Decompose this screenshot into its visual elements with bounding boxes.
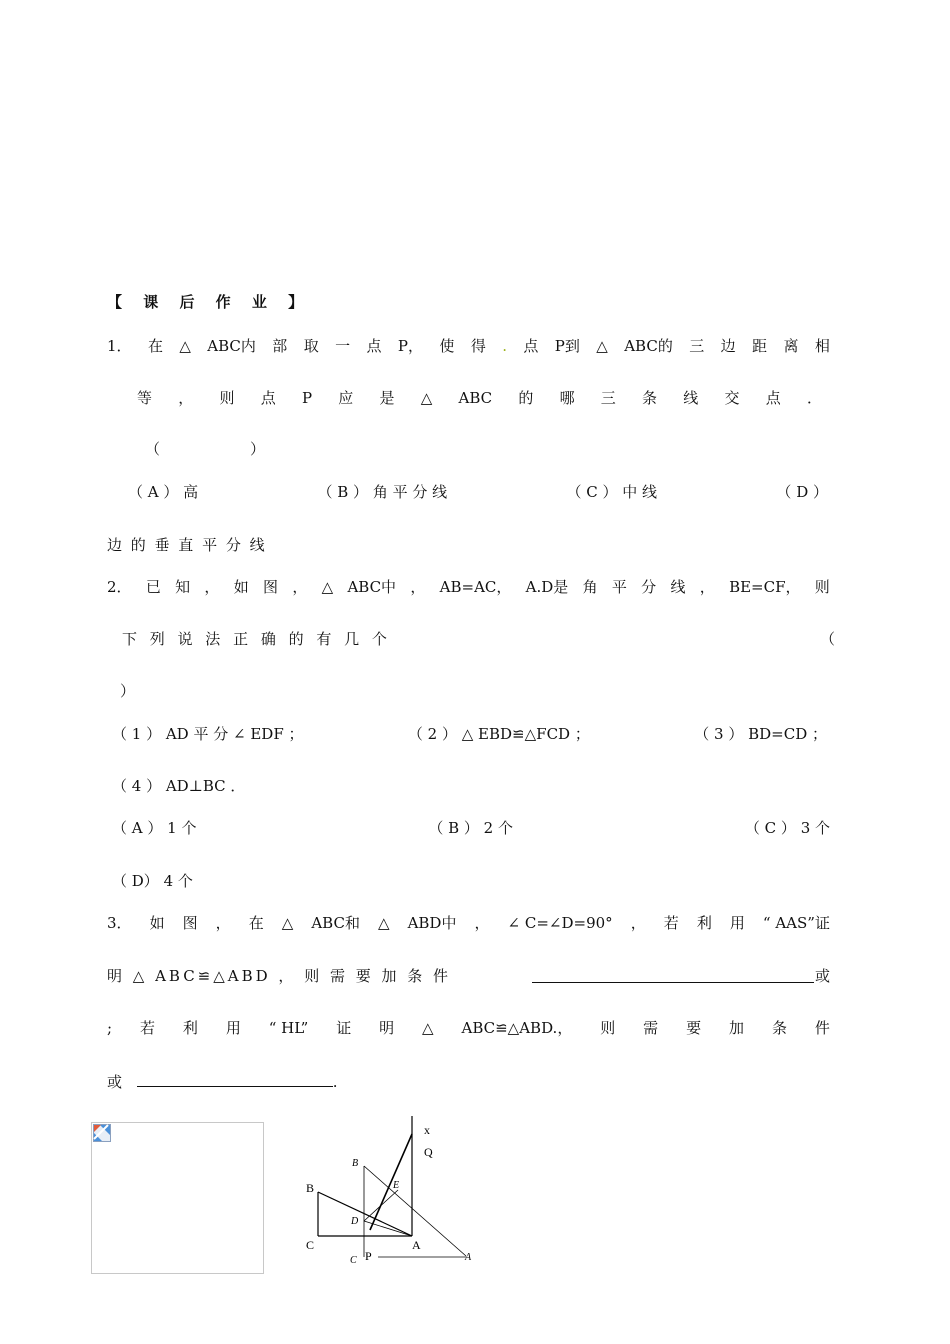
q1-word: P到	[554, 337, 580, 355]
q1-word: △	[596, 337, 608, 355]
label-b: B	[306, 1181, 315, 1195]
q2-word: AB=AC，	[439, 578, 512, 596]
q1-option: （ D ）	[776, 483, 828, 501]
q3-word: 如	[149, 914, 165, 932]
q1-word: 边	[720, 337, 736, 355]
q3-word: 件	[814, 1019, 830, 1037]
q3-word: 图	[182, 914, 198, 932]
q3-word: ，	[474, 914, 490, 932]
q2-option-d: （ D） 4 个	[112, 872, 193, 890]
q2-word: ，	[292, 578, 308, 596]
q3-word: △	[378, 914, 390, 932]
label-p: P	[365, 1249, 372, 1263]
q2-option: （ C ） 3 个	[744, 819, 830, 837]
broken-image-icon	[93, 1124, 111, 1142]
q3-word: △	[281, 914, 294, 932]
q2-option: （ B ） 2 个	[428, 819, 513, 837]
q1-line2	[137, 388, 822, 408]
segment-de	[364, 1190, 398, 1221]
q2-statement: （ 2 ） △ EBD≌△FCD ；	[407, 725, 590, 743]
q2-statements	[112, 724, 827, 744]
label-d: D	[351, 1216, 359, 1227]
q1-word: ，	[178, 389, 194, 407]
section-title: 【 课 后 作 业 】	[107, 293, 312, 311]
q1-word: 离	[783, 337, 799, 355]
q3-or-2: 或	[107, 1073, 123, 1091]
q3-period: .	[332, 1073, 338, 1091]
q2-word: BE=CF，	[729, 578, 801, 596]
q1-word: 线	[683, 389, 699, 407]
q3-word: 条	[771, 1019, 787, 1037]
q3-word: ABC≌△ABD.，	[461, 1019, 573, 1037]
q3-word: ABC和	[311, 914, 360, 932]
q1-word: 1．	[107, 337, 132, 355]
q2-line1	[107, 577, 830, 597]
q3-word: 要	[686, 1019, 702, 1037]
q3-word: “ AAS”证	[762, 914, 830, 932]
q2-word: △	[321, 578, 334, 596]
q2-question-text: 下 列 说 法 正 确 的 有 几 个	[122, 630, 391, 648]
q1-word: 相	[814, 337, 830, 355]
q3-word: 利	[696, 914, 712, 932]
q1-word: 交	[724, 389, 740, 407]
q1-word: P，	[397, 337, 424, 355]
q1-option-d-text: 边 的 垂 直 平 分 线	[107, 536, 267, 554]
q1-options	[128, 482, 828, 502]
q1-word: 点	[523, 337, 539, 355]
label-e: E	[393, 1180, 400, 1191]
q2-word: 已	[145, 578, 161, 596]
q2-word: ，	[410, 578, 426, 596]
q2-paren-close: ）	[120, 682, 136, 700]
q1-option: （ B ） 角 平 分 线	[317, 483, 448, 501]
q1-word: 得	[470, 337, 486, 355]
q3-word: △	[422, 1019, 434, 1037]
q2-word: 2．	[107, 578, 132, 596]
label-x: x	[424, 1123, 430, 1137]
q1-word: 点	[260, 389, 276, 407]
label-q: Q	[424, 1145, 433, 1159]
q1-word: 等	[137, 389, 153, 407]
q2-statement-4: （ 4 ） AD⊥BC ．	[112, 777, 246, 795]
q2-word: A.D是	[525, 578, 569, 596]
q1-word: P	[301, 389, 313, 407]
q1-word: 一	[335, 337, 351, 355]
segment-ba	[318, 1192, 412, 1236]
q1-word: 三	[600, 389, 616, 407]
q3-or-1: 或	[815, 967, 831, 985]
q3-word: 用	[729, 914, 745, 932]
q2-options	[112, 818, 830, 838]
label-c: C	[306, 1238, 315, 1252]
q2-word: 知	[175, 578, 191, 596]
q3-word: 证	[336, 1019, 352, 1037]
q1-word: △	[179, 337, 191, 355]
q1-option: （ A ） 高	[128, 483, 199, 501]
missing-image-frame	[91, 1122, 264, 1274]
q3-word: ;	[107, 1019, 113, 1037]
q2-word: ，	[204, 578, 220, 596]
q1-option: （ C ） 中 线	[566, 483, 658, 501]
q3-line3	[107, 1018, 830, 1038]
q3-line2-text: 明 △ ABC≌△ABD ， 则 需 要 加 条 件	[107, 967, 452, 985]
q1-line1	[107, 336, 830, 356]
q1-word: 是	[379, 389, 395, 407]
q1-word: △	[420, 389, 433, 407]
q1-word: 三	[689, 337, 705, 355]
q1-word: ．	[806, 389, 822, 407]
q1-word: 条	[642, 389, 658, 407]
q1-word: .	[502, 337, 507, 355]
q3-line4	[107, 1070, 338, 1092]
q2-word: 图	[263, 578, 279, 596]
q2-word: 平	[611, 578, 627, 596]
q1-word: 应	[338, 389, 354, 407]
q1-word: 的	[518, 389, 534, 407]
q1-word: 在	[147, 337, 163, 355]
q1-word: ABC内	[207, 337, 256, 355]
q2-word: ABC中	[347, 578, 397, 596]
q1-word: 点	[765, 389, 781, 407]
q3-word: “ HL”	[268, 1019, 309, 1037]
q3-word: 若	[139, 1019, 155, 1037]
q2-statement: （ 3 ） BD=CD ；	[694, 725, 827, 743]
q3-word: ，	[215, 914, 231, 932]
q3-word: 用	[225, 1019, 241, 1037]
q1-word: 点	[366, 337, 382, 355]
q3-word: 若	[663, 914, 679, 932]
q3-word: 需	[643, 1019, 659, 1037]
q3-word: 3．	[107, 914, 132, 932]
q2-word: 角	[582, 578, 598, 596]
q1-word: ABC	[458, 389, 493, 407]
q2-option: （ A ） 1 个	[112, 819, 197, 837]
q3-blank-aas[interactable]	[532, 966, 814, 983]
q2-word: 分	[641, 578, 657, 596]
q2-word: ，	[699, 578, 715, 596]
q3-blank-hl[interactable]	[137, 1070, 333, 1087]
q2-word: 则	[814, 578, 830, 596]
q1-word: 使	[439, 337, 455, 355]
q1-word: 距	[752, 337, 768, 355]
segment-pq	[370, 1134, 412, 1230]
q3-word: 明	[379, 1019, 395, 1037]
label-b-italic: B	[352, 1158, 359, 1169]
geometry-figure	[298, 1108, 488, 1268]
q1-word: 取	[303, 337, 319, 355]
q3-line1	[107, 913, 830, 933]
q1-word: 部	[272, 337, 288, 355]
q2-paren-open: （	[820, 630, 836, 648]
q3-word: 在	[248, 914, 264, 932]
label-a-italic: A	[465, 1252, 472, 1263]
q1-word: 哪	[559, 389, 575, 407]
q1-answer-paren: （ ）	[145, 440, 266, 458]
q1-word: ABC的	[624, 337, 673, 355]
label-c-italic: C	[350, 1255, 357, 1266]
q3-word: ，	[630, 914, 646, 932]
label-a: A	[412, 1238, 421, 1252]
q3-word: 加	[729, 1019, 745, 1037]
q1-word: 则	[219, 389, 235, 407]
q2-statement: （ 1 ） AD 平 分 ∠ EDF ；	[112, 725, 304, 743]
q3-word: ∠ C=∠D=90°	[507, 914, 613, 932]
q3-line2	[107, 966, 830, 986]
q3-word: ABD中	[407, 914, 457, 932]
q3-word: 利	[182, 1019, 198, 1037]
q2-word: 线	[670, 578, 686, 596]
q3-word: 则	[600, 1019, 616, 1037]
q2-word: 如	[233, 578, 249, 596]
